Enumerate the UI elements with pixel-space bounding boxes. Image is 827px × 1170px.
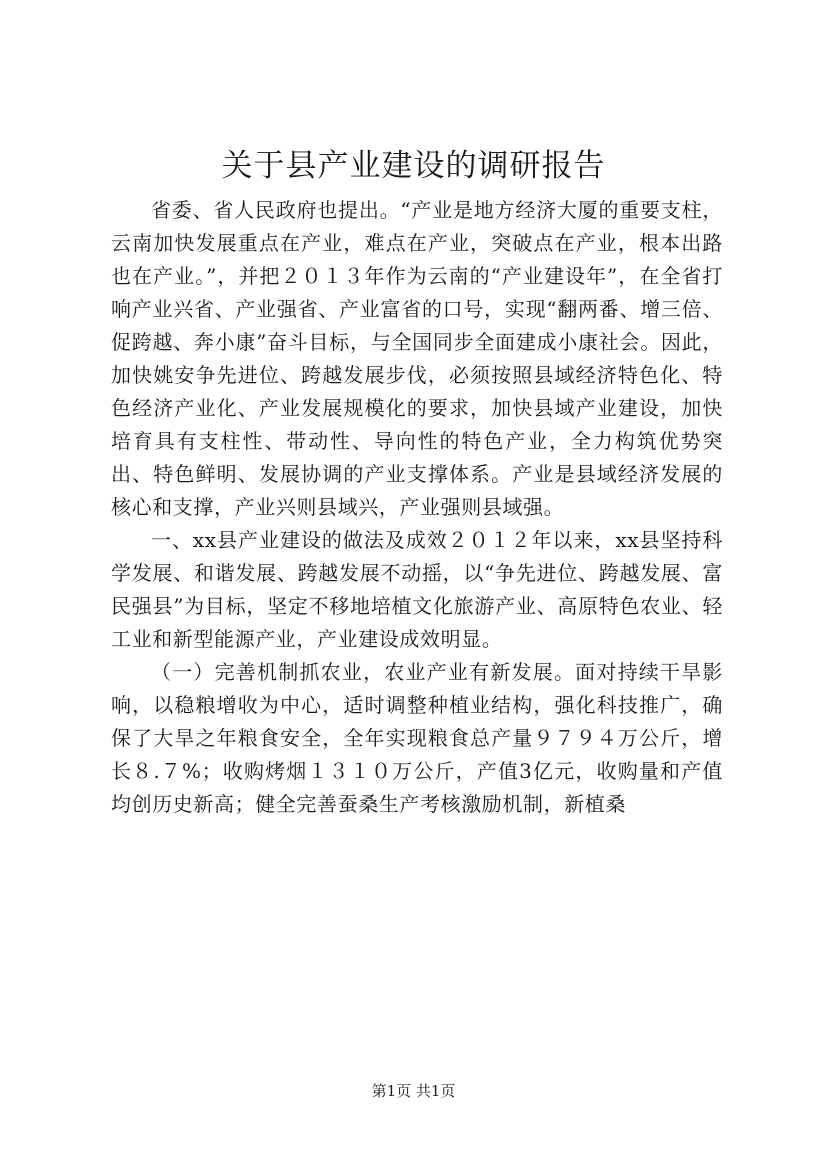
page-number-footer: 第1页 共1页 [371,1082,456,1100]
paragraph: 省委、省人民政府也提出。“产业是地方经济大厦的重要支柱，云南加快发展重点在产业，难点在产业，突破点在产业，根本出路也在产业。”，并把２０１３年作为云南的“产业建设年”，在全省打响产业兴省、产业强省、产业富省的口号，实现“翻两番、增三倍、促跨越、奔小康”奋斗目标，与全国同步全面建成小康社会。因此，加快姚安争先进位、跨越发展步伐，必须按照县域经济特色化、特色经济产业化、产业发展规模化的要求，加快县域产业建设，加快培育具有支柱性、带动性、导向性的特色产业，全力构筑优势突出、特色鲜明、发展协调的产业支撑体系。产业是县域经济发展的核心和支撑，产业兴则县域兴，产业强则县域强。 [111,198,723,519]
page-title: 关于县产业建设的调研报告 [221,148,606,184]
document-body [111,194,723,821]
paragraph: （一）完善机制抓农业，农业产业有新发展。面对持续干旱影响，以稳粮增收为中心，适时调整种植业结构，强化科技推广，确保了大旱之年粮食安全，全年实现粮食总产量９７９４万公斤，增长８.７%；收购烤烟１３１０万公斤，产值3亿元，收购量和产值均创历史新高；健全完善蚕桑生产考核激励机制，新植桑 [111,660,723,816]
paragraph: 一、xx县产业建设的做法及成效２０１２年以来，xx县坚持科学发展、和谐发展、跨越发展不动摇，以“争先进位、跨越发展、富民强县”为目标，坚定不移地培植文化旅游产业、高原特色农业、轻工业和新型能源产业，产业建设成效明显。 [111,528,723,651]
